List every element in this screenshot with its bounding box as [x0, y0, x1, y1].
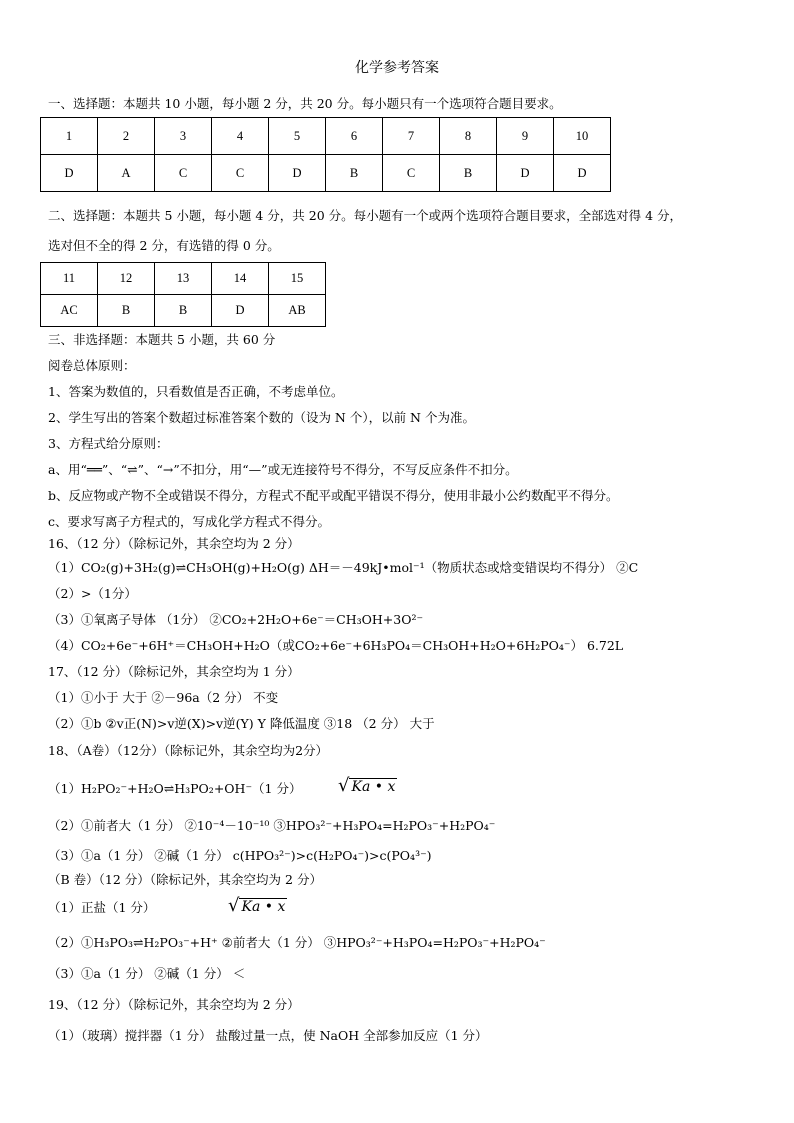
table-cell: 10	[554, 118, 611, 155]
table-cell: B	[98, 295, 155, 327]
principle-a: a、用“══”、“⇌”、“→”不扣分，用“—”或无连接符号不得分，不写反应条件不扣分。	[48, 462, 518, 477]
table-cell: B	[155, 295, 212, 327]
table-row	[41, 118, 611, 155]
q17-answer-1: （1）①小于 大于 ②－96a（2 分） 不变	[48, 690, 279, 705]
q18-answer-1: （1）H₂PO₂⁻+H₂O⇌H₃PO₂+OH⁻（1 分）	[48, 781, 302, 796]
q16-answer-1: （1）CO₂(g)+3H₂(g)⇌CH₃OH(g)+H₂O(g) ΔH＝－49kJ•mol⁻¹（物质状态或焓变错误均不得分） ②C	[48, 560, 639, 575]
table-cell: 1	[41, 118, 98, 155]
principle-b: b、反应物或产物不全或错误不得分，方程式不配平或配平错误不得分，使用非最小公约数配平不得分。	[48, 488, 619, 503]
radical-sign-icon: √	[338, 775, 350, 796]
table-cell: B	[326, 155, 383, 192]
table-cell: 14	[212, 263, 269, 295]
q17-header: 17、（12 分）（除标记外，其余空均为 1 分）	[48, 664, 300, 679]
q18-b-answer-1: （1）正盐（1 分）	[48, 900, 156, 915]
principles-title: 阅卷总体原则：	[48, 358, 136, 373]
principle-c: c、要求写离子方程式的，写成化学方程式不得分。	[48, 514, 331, 529]
q16-answer-3: （3）①氧离子导体 （1分） ②CO₂+2H₂O+6e⁻＝CH₃OH+3O²⁻	[48, 612, 424, 627]
section3-header: 三、非选择题：本题共 5 小题，共 60 分	[48, 332, 276, 347]
table-cell: 2	[98, 118, 155, 155]
q19-answer-1: （1）（玻璃）搅拌器（1 分） 盐酸过量一点，使 NaOH 全部参加反应（1 分）	[48, 1028, 488, 1043]
section2-header-line2: 选对但不全的得 2 分，有选错的得 0 分。	[48, 238, 280, 253]
table-row	[41, 263, 326, 295]
section1-answer-table	[40, 117, 611, 192]
q19-header: 19、（12 分）（除标记外，其余空均为 2 分）	[48, 997, 300, 1012]
table-cell: 7	[383, 118, 440, 155]
sqrt-radicand: Ka • x	[351, 779, 396, 795]
q18-b-answer-3: （3）①a（1 分） ②碱（1 分） ＜	[48, 966, 246, 981]
table-cell: 4	[212, 118, 269, 155]
table-cell: AB	[269, 295, 326, 327]
q18-answer-2: （2）①前者大（1 分） ②10⁻⁴－10⁻¹⁰ ③HPO₃²⁻+H₃PO₄=H₂PO₃⁻+H₂PO₄⁻	[48, 818, 496, 833]
table-row	[41, 155, 611, 192]
table-cell: 5	[269, 118, 326, 155]
q18-b-answer-2: （2）①H₃PO₃⇌H₂PO₃⁻+H⁺ ②前者大（1 分） ③HPO₃²⁻+H₃PO₄=H₂PO₃⁻+H₂PO₄⁻	[48, 935, 546, 950]
sqrt-expression	[338, 775, 397, 796]
table-cell: D	[212, 295, 269, 327]
table-cell: 6	[326, 118, 383, 155]
table-cell: 12	[98, 263, 155, 295]
principle-2: 2、学生写出的答案个数超过标准答案个数的（设为 N 个），以前 N 个为准。	[48, 410, 475, 425]
radical-sign-icon: √	[228, 895, 240, 916]
q16-answer-4: （4）CO₂+6e⁻+6H⁺＝CH₃OH+H₂O（或CO₂+6e⁻+6H₃PO₄＝CH₃OH+H₂O+6H₂PO₄⁻） 6.72L	[48, 638, 624, 653]
q18-b-header: （B 卷）（12 分）（除标记外，其余空均为 2 分）	[48, 872, 322, 887]
sqrt-expression	[228, 895, 287, 916]
table-row	[41, 295, 326, 327]
q16-answer-2: （2）>（1分）	[48, 586, 137, 601]
table-cell: B	[440, 155, 497, 192]
q17-answer-2: （2）①b ②v正(N)>v逆(X)>v逆(Y) Y 降低温度 ③18 （2 分） 大于	[48, 716, 435, 731]
table-cell: D	[269, 155, 326, 192]
principle-3: 3、方程式给分原则：	[48, 436, 169, 451]
section2-header-line1: 二、选择题：本题共 5 小题，每小题 4 分，共 20 分。每小题有一个或两个选项符合题目要求，全部选对得 4 分，	[48, 208, 683, 223]
q16-header: 16、（12 分）（除标记外，其余空均为 2 分）	[48, 536, 300, 551]
page-title: 化学参考答案	[355, 60, 439, 76]
table-cell: 9	[497, 118, 554, 155]
table-cell: C	[212, 155, 269, 192]
section2-answer-table	[40, 262, 326, 327]
q18-answer-3: （3）①a（1 分） ②碱（1 分） c(HPO₃²⁻)>c(H₂PO₄⁻)>c(PO₄³⁻)	[48, 848, 432, 863]
table-cell: C	[383, 155, 440, 192]
sqrt-radicand: Ka • x	[241, 899, 286, 915]
table-cell: 11	[41, 263, 98, 295]
table-cell: D	[554, 155, 611, 192]
table-cell: 13	[155, 263, 212, 295]
table-cell: D	[41, 155, 98, 192]
table-cell: C	[155, 155, 212, 192]
table-cell: D	[497, 155, 554, 192]
table-cell: 8	[440, 118, 497, 155]
principle-1: 1、答案为数值的，只看数值是否正确，不考虑单位。	[48, 384, 344, 399]
table-cell: 15	[269, 263, 326, 295]
table-cell: AC	[41, 295, 98, 327]
table-cell: A	[98, 155, 155, 192]
q18-header: 18、（A卷）（12分）（除标记外，其余空均为2分）	[48, 743, 329, 758]
section1-header: 一、选择题：本题共 10 小题，每小题 2 分，共 20 分。每小题只有一个选项符合题目要求。	[48, 96, 562, 111]
table-cell: 3	[155, 118, 212, 155]
